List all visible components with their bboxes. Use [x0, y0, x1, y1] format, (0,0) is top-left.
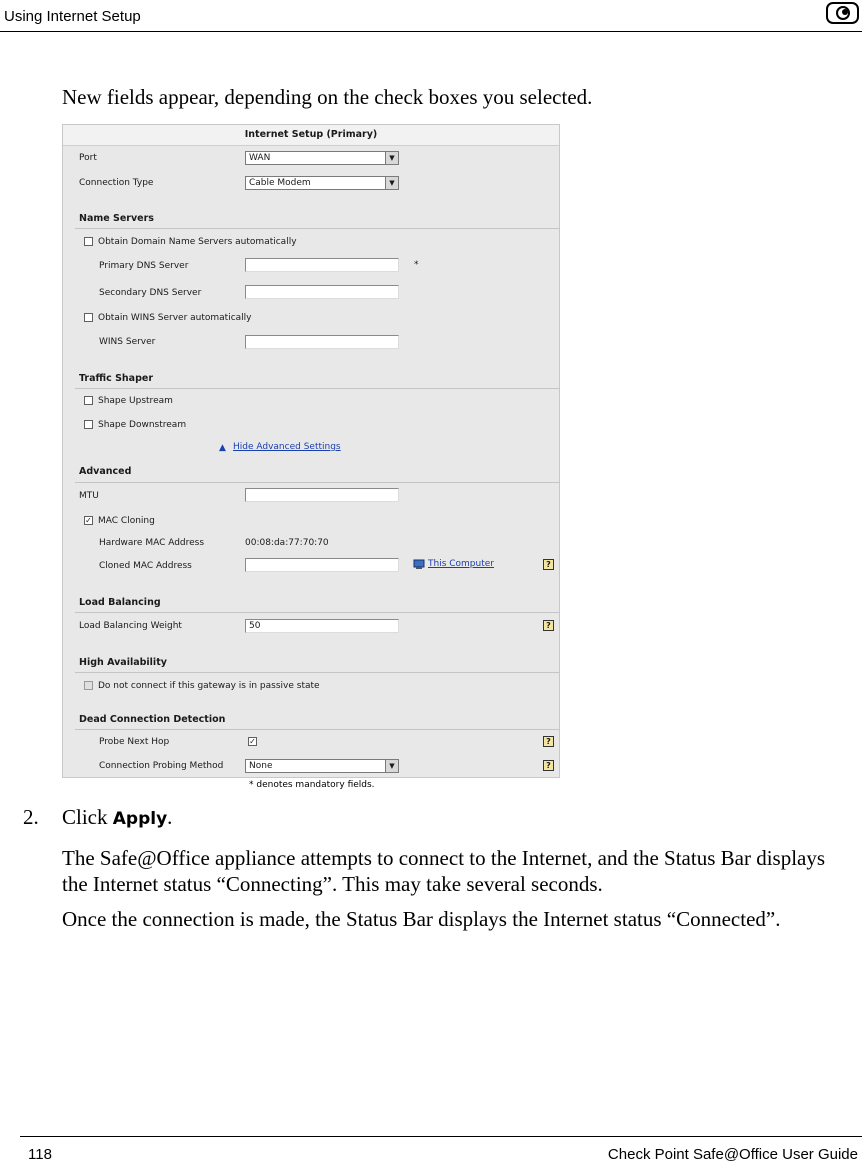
load-balancing-weight-label: Load Balancing Weight	[79, 621, 182, 631]
probing-method-label: Connection Probing Method	[99, 761, 224, 771]
help-icon[interactable]: ?	[543, 620, 554, 631]
primary-dns-input[interactable]	[245, 258, 399, 272]
shape-upstream-label: Shape Upstream	[98, 396, 173, 406]
mtu-input[interactable]	[245, 488, 399, 502]
hardware-mac-value: 00:08:da:77:70:70	[245, 538, 329, 548]
paragraph-connected: Once the connection is made, the Status Bar displays the Internet status “Connected”.	[62, 907, 781, 931]
section-divider	[75, 482, 559, 483]
paragraph-connecting: The Safe@Office appliance attempts to connect to the Internet, and the Status Bar displays the Internet status “Connecting”. This may take several seconds.	[62, 846, 826, 896]
cloned-mac-label: Cloned MAC Address	[99, 561, 192, 571]
name-servers-heading: Name Servers	[79, 213, 154, 224]
connection-type-select[interactable]	[245, 176, 399, 190]
screenshot-title: Internet Setup (Primary)	[63, 125, 559, 146]
advanced-heading: Advanced	[79, 466, 132, 477]
high-availability-heading: High Availability	[79, 657, 167, 668]
secondary-dns-input[interactable]	[245, 285, 399, 299]
obtain-dns-label: Obtain Domain Name Servers automatically	[98, 237, 297, 247]
wins-input[interactable]	[245, 335, 399, 349]
apply-label: Apply	[112, 809, 168, 829]
primary-dns-label: Primary DNS Server	[99, 261, 189, 271]
mac-cloning-checkbox[interactable]: ✓	[85, 516, 92, 525]
secondary-dns-label: Secondary DNS Server	[99, 288, 202, 298]
chevron-down-icon: ▼	[385, 177, 398, 189]
obtain-wins-checkbox[interactable]	[84, 313, 93, 322]
computer-icon	[413, 559, 426, 570]
help-icon[interactable]: ?	[543, 736, 554, 747]
shape-downstream-label: Shape Downstream	[98, 420, 187, 430]
probe-next-hop-label: Probe Next Hop	[99, 737, 170, 747]
step-2	[23, 805, 172, 830]
load-balancing-heading: Load Balancing	[79, 597, 161, 608]
step-post-text: .	[167, 805, 173, 829]
guide-title: Check Point Safe@Office User Guide	[607, 1146, 858, 1163]
section-divider	[75, 612, 559, 613]
load-balancing-weight-input[interactable]: 50	[245, 619, 399, 633]
cloned-mac-input[interactable]	[245, 558, 399, 572]
passive-state-checkbox[interactable]	[84, 681, 93, 690]
probing-method-select[interactable]	[245, 759, 399, 773]
traffic-shaper-heading: Traffic Shaper	[79, 373, 154, 384]
page-header	[0, 0, 862, 32]
mandatory-fields-note: * denotes mandatory fields.	[249, 780, 375, 790]
step-number: 2.	[23, 805, 39, 829]
section-divider	[75, 228, 559, 229]
chevron-down-icon: ▼	[385, 760, 398, 772]
port-label: Port	[79, 153, 97, 163]
section-divider	[75, 729, 559, 730]
probe-next-hop-checkbox[interactable]: ✓	[249, 737, 256, 746]
dead-connection-heading: Dead Connection Detection	[79, 714, 226, 725]
mac-cloning-label: MAC Cloning	[98, 516, 155, 526]
connection-type-label: Connection Type	[79, 178, 154, 188]
hardware-mac-label: Hardware MAC Address	[99, 538, 205, 548]
wins-label: WINS Server	[99, 337, 156, 347]
passive-state-label: Do not connect if this gateway is in passive state	[98, 681, 320, 691]
shape-downstream-checkbox[interactable]	[84, 420, 93, 429]
mtu-label: MTU	[79, 491, 99, 501]
mandatory-mark: *	[414, 260, 419, 270]
port-value: WAN	[249, 153, 271, 163]
internet-setup-screenshot	[62, 124, 560, 778]
port-select[interactable]	[245, 151, 399, 165]
triangle-up-icon: ▲	[219, 443, 226, 453]
intro-text: New fields appear, depending on the check boxes you selected.	[62, 85, 593, 109]
connection-type-value: Cable Modem	[249, 178, 311, 188]
hide-advanced-settings-link[interactable]: Hide Advanced Settings	[233, 442, 341, 452]
probing-method-value: None	[249, 761, 273, 771]
checkpoint-logo-icon	[826, 2, 859, 24]
help-icon[interactable]: ?	[543, 559, 554, 570]
page-number: 118	[28, 1146, 52, 1163]
chevron-down-icon: ▼	[385, 152, 398, 164]
step-pre-text: Click	[62, 805, 113, 829]
section-divider	[75, 672, 559, 673]
help-icon[interactable]: ?	[543, 760, 554, 771]
section-divider	[75, 388, 559, 389]
this-computer-link[interactable]: This Computer	[428, 559, 494, 569]
obtain-wins-label: Obtain WINS Server automatically	[98, 313, 252, 323]
shape-upstream-checkbox[interactable]	[84, 396, 93, 405]
page-footer	[20, 1136, 862, 1164]
obtain-dns-checkbox[interactable]	[84, 237, 93, 246]
running-title: Using Internet Setup	[4, 8, 141, 25]
